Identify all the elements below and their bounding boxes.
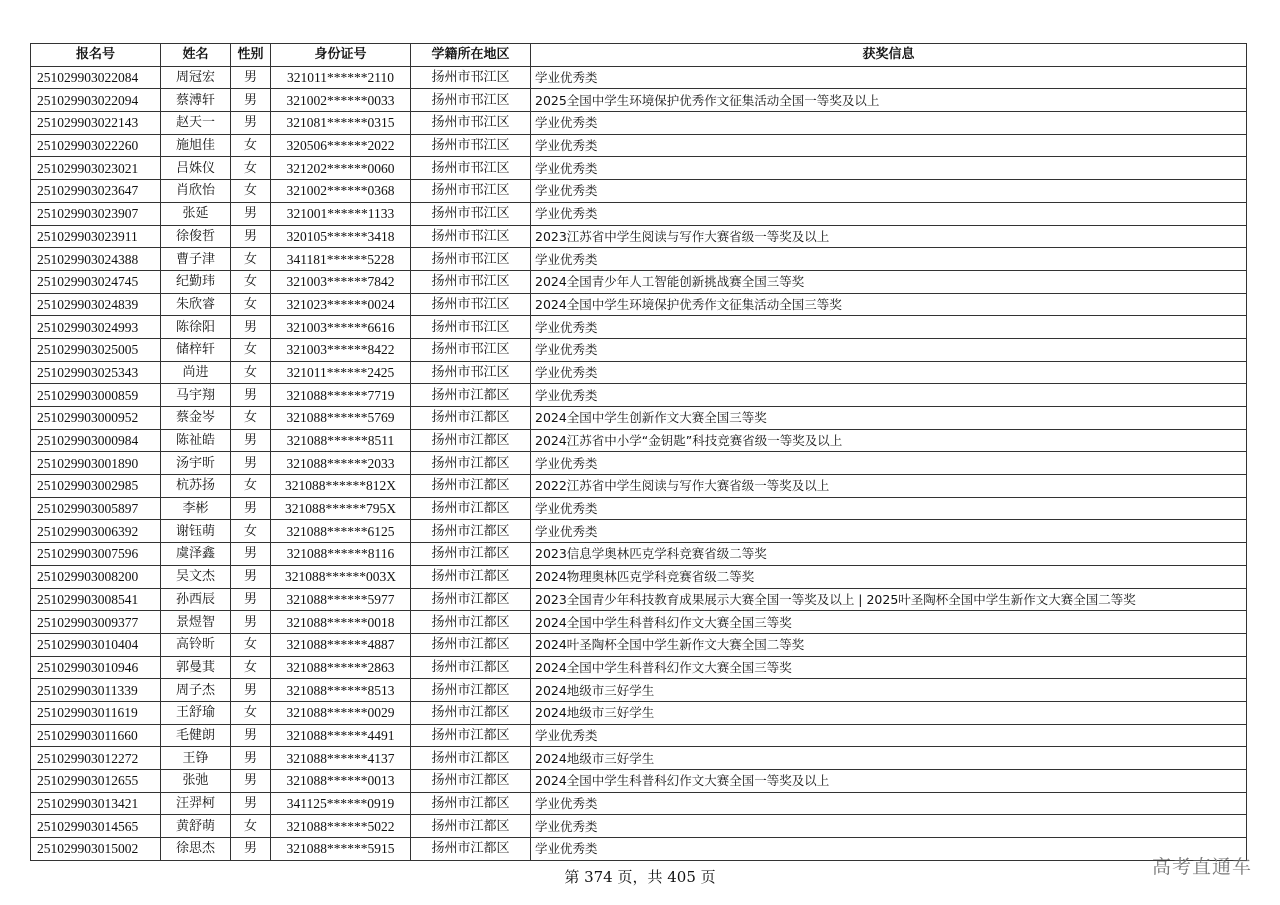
gender-cell: 男 xyxy=(231,770,271,793)
name-cell: 马宇翔 xyxy=(161,384,231,407)
table-row xyxy=(31,588,1247,611)
name-cell: 孙西辰 xyxy=(161,588,231,611)
region-cell: 扬州市江都区 xyxy=(411,497,531,520)
registration-no-cell: 251029903005897 xyxy=(31,497,161,520)
gender-cell: 女 xyxy=(231,134,271,157)
gender-cell: 女 xyxy=(231,633,271,656)
name-cell: 徐思杰 xyxy=(161,838,231,861)
registration-no-cell: 251029903015002 xyxy=(31,838,161,861)
registration-no-cell: 251029903006392 xyxy=(31,520,161,543)
id-number-cell: 321088******812X xyxy=(271,475,411,498)
gender-cell: 男 xyxy=(231,497,271,520)
region-cell: 扬州市江都区 xyxy=(411,815,531,838)
gender-cell: 男 xyxy=(231,747,271,770)
name-cell: 谢钰萌 xyxy=(161,520,231,543)
table-row xyxy=(31,293,1247,316)
id-number-cell: 320105******3418 xyxy=(271,225,411,248)
registration-no-cell: 251029903023021 xyxy=(31,157,161,180)
gender-cell: 男 xyxy=(231,543,271,566)
region-cell: 扬州市江都区 xyxy=(411,384,531,407)
table-row xyxy=(31,134,1247,157)
registration-no-cell: 251029903025343 xyxy=(31,361,161,384)
id-number-cell: 321088******2033 xyxy=(271,452,411,475)
table-row xyxy=(31,543,1247,566)
award-info-cell: 学业优秀类 xyxy=(531,452,1247,475)
award-info-cell: 学业优秀类 xyxy=(531,497,1247,520)
region-cell: 扬州市邗江区 xyxy=(411,316,531,339)
award-info-cell: 2024江苏省中小学“金钥匙”科技竞赛省级一等奖及以上 xyxy=(531,429,1247,452)
table-row xyxy=(31,656,1247,679)
region-cell: 扬州市江都区 xyxy=(411,633,531,656)
region-cell: 扬州市江都区 xyxy=(411,679,531,702)
gender-cell: 男 xyxy=(231,384,271,407)
name-cell: 李彬 xyxy=(161,497,231,520)
award-info-cell: 学业优秀类 xyxy=(531,157,1247,180)
region-cell: 扬州市江都区 xyxy=(411,452,531,475)
registration-no-cell: 251029903000952 xyxy=(31,407,161,430)
award-info-cell: 学业优秀类 xyxy=(531,248,1247,271)
table-row xyxy=(31,452,1247,475)
registration-no-cell: 251029903024388 xyxy=(31,248,161,271)
award-info-cell: 2024全国中学生科普科幻作文大赛全国三等奖 xyxy=(531,611,1247,634)
award-info-cell: 2024全国青少年人工智能创新挑战赛全国三等奖 xyxy=(531,270,1247,293)
id-number-cell: 321202******0060 xyxy=(271,157,411,180)
award-info-cell: 学业优秀类 xyxy=(531,520,1247,543)
table-row xyxy=(31,792,1247,815)
id-number-cell: 341125******0919 xyxy=(271,792,411,815)
gender-cell: 女 xyxy=(231,338,271,361)
registration-no-cell: 251029903008541 xyxy=(31,588,161,611)
region-cell: 扬州市邗江区 xyxy=(411,180,531,203)
award-info-cell: 学业优秀类 xyxy=(531,338,1247,361)
name-cell: 蔡金岑 xyxy=(161,407,231,430)
gender-cell: 男 xyxy=(231,429,271,452)
region-cell: 扬州市邗江区 xyxy=(411,157,531,180)
gender-cell: 男 xyxy=(231,611,271,634)
region-cell: 扬州市邗江区 xyxy=(411,134,531,157)
gender-cell: 男 xyxy=(231,838,271,861)
registration-no-cell: 251029903022260 xyxy=(31,134,161,157)
registration-no-cell: 251029903022143 xyxy=(31,112,161,135)
name-cell: 肖欣怡 xyxy=(161,180,231,203)
registration-no-cell: 251029903012655 xyxy=(31,770,161,793)
table-row xyxy=(31,157,1247,180)
award-info-cell: 学业优秀类 xyxy=(531,66,1247,89)
gender-cell: 女 xyxy=(231,361,271,384)
award-info-cell: 2023江苏省中学生阅读与写作大赛省级一等奖及以上 xyxy=(531,225,1247,248)
gender-cell: 女 xyxy=(231,656,271,679)
region-cell: 扬州市江都区 xyxy=(411,611,531,634)
table-row xyxy=(31,202,1247,225)
award-info-cell: 2024全国中学生科普科幻作文大赛全国三等奖 xyxy=(531,656,1247,679)
registration-no-cell: 251029903000859 xyxy=(31,384,161,407)
award-info-cell: 学业优秀类 xyxy=(531,724,1247,747)
region-cell: 扬州市邗江区 xyxy=(411,293,531,316)
id-number-cell: 321003******7842 xyxy=(271,270,411,293)
registration-no-cell: 251029903024745 xyxy=(31,270,161,293)
award-info-cell: 2024地级市三好学生 xyxy=(531,679,1247,702)
registration-no-cell: 251029903022084 xyxy=(31,66,161,89)
award-info-cell: 学业优秀类 xyxy=(531,815,1247,838)
gender-cell: 女 xyxy=(231,407,271,430)
id-number-cell: 321088******5769 xyxy=(271,407,411,430)
name-cell: 景煜智 xyxy=(161,611,231,634)
region-cell: 扬州市邗江区 xyxy=(411,225,531,248)
id-number-cell: 321002******0033 xyxy=(271,89,411,112)
registration-no-cell: 251029903014565 xyxy=(31,815,161,838)
region-cell: 扬州市江都区 xyxy=(411,770,531,793)
region-cell: 扬州市江都区 xyxy=(411,792,531,815)
header-id-number: 身份证号 xyxy=(271,44,411,67)
name-cell: 虞泽鑫 xyxy=(161,543,231,566)
table-row xyxy=(31,248,1247,271)
gender-cell: 女 xyxy=(231,180,271,203)
watermark-logo: 高考直通车 xyxy=(1151,856,1252,878)
registration-no-cell: 251029903009377 xyxy=(31,611,161,634)
award-info-cell: 2024全国中学生科普科幻作文大赛全国一等奖及以上 xyxy=(531,770,1247,793)
region-cell: 扬州市江都区 xyxy=(411,407,531,430)
table-row xyxy=(31,497,1247,520)
registration-no-cell: 251029903013421 xyxy=(31,792,161,815)
name-cell: 吕姝仪 xyxy=(161,157,231,180)
name-cell: 高铃昕 xyxy=(161,633,231,656)
gender-cell: 女 xyxy=(231,701,271,724)
gender-cell: 男 xyxy=(231,792,271,815)
name-cell: 徐俊哲 xyxy=(161,225,231,248)
table-row xyxy=(31,611,1247,634)
page-number: 第 374 页，共 405 页 xyxy=(564,868,716,886)
award-info-cell: 学业优秀类 xyxy=(531,316,1247,339)
header-gender: 性别 xyxy=(231,44,271,67)
gender-cell: 男 xyxy=(231,225,271,248)
gender-cell: 女 xyxy=(231,270,271,293)
gender-cell: 女 xyxy=(231,248,271,271)
name-cell: 黄舒萌 xyxy=(161,815,231,838)
region-cell: 扬州市江都区 xyxy=(411,429,531,452)
award-info-cell: 2024地级市三好学生 xyxy=(531,747,1247,770)
table-row xyxy=(31,407,1247,430)
region-cell: 扬州市邗江区 xyxy=(411,338,531,361)
name-cell: 杭苏扬 xyxy=(161,475,231,498)
gender-cell: 男 xyxy=(231,452,271,475)
region-cell: 扬州市邗江区 xyxy=(411,270,531,293)
registration-no-cell: 251029903025005 xyxy=(31,338,161,361)
results-table xyxy=(30,43,1247,861)
registration-no-cell: 251029903010946 xyxy=(31,656,161,679)
table-row xyxy=(31,724,1247,747)
gender-cell: 男 xyxy=(231,202,271,225)
gender-cell: 男 xyxy=(231,588,271,611)
name-cell: 张延 xyxy=(161,202,231,225)
name-cell: 王铮 xyxy=(161,747,231,770)
table-row xyxy=(31,747,1247,770)
region-cell: 扬州市江都区 xyxy=(411,656,531,679)
registration-no-cell: 251029903024839 xyxy=(31,293,161,316)
region-cell: 扬州市邗江区 xyxy=(411,66,531,89)
name-cell: 施旭佳 xyxy=(161,134,231,157)
award-info-cell: 学业优秀类 xyxy=(531,202,1247,225)
award-info-cell: 2025全国中学生环境保护优秀作文征集活动全国一等奖及以上 xyxy=(531,89,1247,112)
region-cell: 扬州市江都区 xyxy=(411,588,531,611)
gender-cell: 女 xyxy=(231,157,271,180)
registration-no-cell: 251029903011619 xyxy=(31,701,161,724)
name-cell: 陈祉皓 xyxy=(161,429,231,452)
region-cell: 扬州市邗江区 xyxy=(411,202,531,225)
region-cell: 扬州市邗江区 xyxy=(411,248,531,271)
gender-cell: 女 xyxy=(231,293,271,316)
name-cell: 汪羿柯 xyxy=(161,792,231,815)
region-cell: 扬州市江都区 xyxy=(411,838,531,861)
gender-cell: 男 xyxy=(231,89,271,112)
id-number-cell: 321088******8513 xyxy=(271,679,411,702)
award-info-cell: 2023信息学奥林匹克学科竞赛省级二等奖 xyxy=(531,543,1247,566)
table-row xyxy=(31,270,1247,293)
name-cell: 陈徐阳 xyxy=(161,316,231,339)
award-info-cell: 2024地级市三好学生 xyxy=(531,701,1247,724)
name-cell: 张弛 xyxy=(161,770,231,793)
award-info-cell: 学业优秀类 xyxy=(531,838,1247,861)
gender-cell: 男 xyxy=(231,565,271,588)
table-row xyxy=(31,338,1247,361)
gender-cell: 男 xyxy=(231,112,271,135)
name-cell: 蔡溥轩 xyxy=(161,89,231,112)
registration-no-cell: 251029903012272 xyxy=(31,747,161,770)
table-row xyxy=(31,520,1247,543)
award-info-cell: 2022江苏省中学生阅读与写作大赛省级一等奖及以上 xyxy=(531,475,1247,498)
header-region: 学籍所在地区 xyxy=(411,44,531,67)
region-cell: 扬州市邗江区 xyxy=(411,89,531,112)
results-table-container xyxy=(30,43,1246,861)
id-number-cell: 321088******8511 xyxy=(271,429,411,452)
region-cell: 扬州市江都区 xyxy=(411,701,531,724)
gender-cell: 女 xyxy=(231,815,271,838)
name-cell: 郭曼萁 xyxy=(161,656,231,679)
award-info-cell: 学业优秀类 xyxy=(531,112,1247,135)
table-header-row xyxy=(31,44,1247,67)
id-number-cell: 321023******0024 xyxy=(271,293,411,316)
award-info-cell: 学业优秀类 xyxy=(531,792,1247,815)
award-info-cell: 学业优秀类 xyxy=(531,134,1247,157)
id-number-cell: 321088******4137 xyxy=(271,747,411,770)
region-cell: 扬州市江都区 xyxy=(411,724,531,747)
award-info-cell: 学业优秀类 xyxy=(531,180,1247,203)
id-number-cell: 321088******4491 xyxy=(271,724,411,747)
table-row xyxy=(31,384,1247,407)
id-number-cell: 321088******7719 xyxy=(271,384,411,407)
table-row xyxy=(31,770,1247,793)
id-number-cell: 321088******0029 xyxy=(271,701,411,724)
gender-cell: 女 xyxy=(231,475,271,498)
region-cell: 扬州市江都区 xyxy=(411,565,531,588)
table-row xyxy=(31,316,1247,339)
table-row xyxy=(31,112,1247,135)
registration-no-cell: 251029903011660 xyxy=(31,724,161,747)
id-number-cell: 321088******003X xyxy=(271,565,411,588)
registration-no-cell: 251029903024993 xyxy=(31,316,161,339)
table-row xyxy=(31,361,1247,384)
id-number-cell: 321088******2863 xyxy=(271,656,411,679)
registration-no-cell: 251029903022094 xyxy=(31,89,161,112)
gender-cell: 男 xyxy=(231,724,271,747)
gender-cell: 男 xyxy=(231,679,271,702)
registration-no-cell: 251029903007596 xyxy=(31,543,161,566)
id-number-cell: 320506******2022 xyxy=(271,134,411,157)
id-number-cell: 321088******5022 xyxy=(271,815,411,838)
region-cell: 扬州市江都区 xyxy=(411,543,531,566)
name-cell: 吴文杰 xyxy=(161,565,231,588)
id-number-cell: 321088******4887 xyxy=(271,633,411,656)
award-info-cell: 2024全国中学生创新作文大赛全国三等奖 xyxy=(531,407,1247,430)
registration-no-cell: 251029903002985 xyxy=(31,475,161,498)
name-cell: 王舒瑜 xyxy=(161,701,231,724)
header-registration-no: 报名号 xyxy=(31,44,161,67)
id-number-cell: 321088******795X xyxy=(271,497,411,520)
name-cell: 赵天一 xyxy=(161,112,231,135)
table-row xyxy=(31,66,1247,89)
id-number-cell: 321011******2425 xyxy=(271,361,411,384)
registration-no-cell: 251029903010404 xyxy=(31,633,161,656)
region-cell: 扬州市江都区 xyxy=(411,475,531,498)
registration-no-cell: 251029903011339 xyxy=(31,679,161,702)
region-cell: 扬州市江都区 xyxy=(411,747,531,770)
region-cell: 扬州市江都区 xyxy=(411,520,531,543)
registration-no-cell: 251029903023647 xyxy=(31,180,161,203)
region-cell: 扬州市邗江区 xyxy=(411,361,531,384)
table-row xyxy=(31,475,1247,498)
gender-cell: 女 xyxy=(231,520,271,543)
award-info-cell: 2024全国中学生环境保护优秀作文征集活动全国三等奖 xyxy=(531,293,1247,316)
id-number-cell: 321011******2110 xyxy=(271,66,411,89)
gender-cell: 男 xyxy=(231,66,271,89)
id-number-cell: 341181******5228 xyxy=(271,248,411,271)
id-number-cell: 321088******8116 xyxy=(271,543,411,566)
region-cell: 扬州市邗江区 xyxy=(411,112,531,135)
id-number-cell: 321088******0018 xyxy=(271,611,411,634)
gender-cell: 男 xyxy=(231,316,271,339)
table-row xyxy=(31,679,1247,702)
award-info-cell: 2024叶圣陶杯全国中学生新作文大赛全国二等奖 xyxy=(531,633,1247,656)
table-row xyxy=(31,815,1247,838)
name-cell: 汤宇昕 xyxy=(161,452,231,475)
table-row xyxy=(31,701,1247,724)
registration-no-cell: 251029903023911 xyxy=(31,225,161,248)
name-cell: 周冠宏 xyxy=(161,66,231,89)
name-cell: 毛健朗 xyxy=(161,724,231,747)
table-row xyxy=(31,429,1247,452)
id-number-cell: 321088******0013 xyxy=(271,770,411,793)
id-number-cell: 321088******5977 xyxy=(271,588,411,611)
table-row xyxy=(31,633,1247,656)
award-info-cell: 学业优秀类 xyxy=(531,384,1247,407)
table-row xyxy=(31,225,1247,248)
id-number-cell: 321002******0368 xyxy=(271,180,411,203)
id-number-cell: 321088******6125 xyxy=(271,520,411,543)
table-row xyxy=(31,838,1247,861)
id-number-cell: 321003******8422 xyxy=(271,338,411,361)
name-cell: 朱欣睿 xyxy=(161,293,231,316)
registration-no-cell: 251029903008200 xyxy=(31,565,161,588)
registration-no-cell: 251029903023907 xyxy=(31,202,161,225)
id-number-cell: 321001******1133 xyxy=(271,202,411,225)
table-body xyxy=(31,66,1247,860)
table-row xyxy=(31,180,1247,203)
id-number-cell: 321003******6616 xyxy=(271,316,411,339)
name-cell: 储梓轩 xyxy=(161,338,231,361)
id-number-cell: 321081******0315 xyxy=(271,112,411,135)
registration-no-cell: 251029903001890 xyxy=(31,452,161,475)
name-cell: 尚进 xyxy=(161,361,231,384)
name-cell: 纪勤玮 xyxy=(161,270,231,293)
award-info-cell: 2024物理奥林匹克学科竞赛省级二等奖 xyxy=(531,565,1247,588)
registration-no-cell: 251029903000984 xyxy=(31,429,161,452)
name-cell: 周子杰 xyxy=(161,679,231,702)
award-info-cell: 学业优秀类 xyxy=(531,361,1247,384)
header-name: 姓名 xyxy=(161,44,231,67)
award-info-cell: 2023全国青少年科技教育成果展示大赛全国一等奖及以上 | 2025叶圣陶杯全国中学生新作文大赛全国二等奖 xyxy=(531,588,1247,611)
table-row xyxy=(31,89,1247,112)
table-row xyxy=(31,565,1247,588)
name-cell: 曹子津 xyxy=(161,248,231,271)
header-award-info: 获奖信息 xyxy=(531,44,1247,67)
id-number-cell: 321088******5915 xyxy=(271,838,411,861)
